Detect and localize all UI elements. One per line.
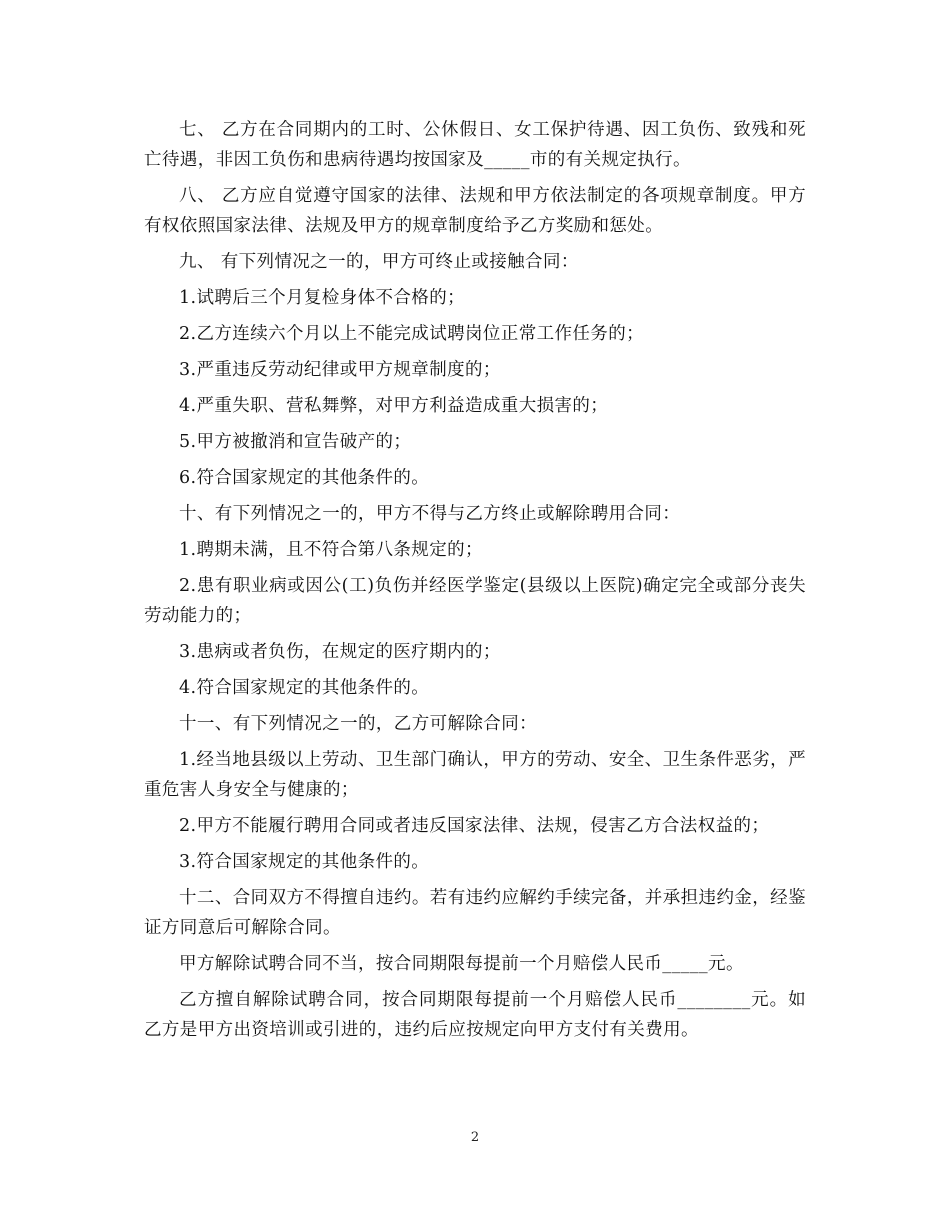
paragraph-11: 十一、有下列情况之一的，乙方可解除合同： <box>179 714 537 734</box>
list-item: 4.严重失职、营私舞弊，对甲方利益造成重大损害的； <box>179 396 609 416</box>
paragraph-compensation-b: 乙方擅自解除试聘合同，按合同期限每提前一个月赔偿人民币________元。如乙方是甲方出资培训或引进的，违约后应按规定向甲方支付有关费用。 <box>144 990 806 1040</box>
paragraph-10: 十、有下列情况之一的，甲方不得与乙方终止或解除聘用合同： <box>179 504 681 524</box>
list-item: 1.试聘后三个月复检身体不合格的； <box>179 288 465 308</box>
list-item: 4.符合国家规定的其他条件的。 <box>179 678 430 698</box>
page-number: 2 <box>470 1130 480 1145</box>
paragraph-12: 十二、合同双方不得擅自违约。若有违约应解约手续完备，并承担违约金，经鉴证方同意后可解除合同。 <box>144 888 806 938</box>
paragraph-compensation-a: 甲方解除试聘合同不当，按合同期限每提前一个月赔偿人民币_____元。 <box>179 954 744 974</box>
list-item: 2.患有职业病或因公(工)负伤并经医学鉴定(县级以上医院)确定完全或部分丧失劳动能力的； <box>144 576 806 626</box>
list-item: 3.符合国家规定的其他条件的。 <box>179 852 430 872</box>
paragraph-7: 七、 乙方在合同期内的工时、公休假日、女工保护待遇、因工负伤、致残和死亡待遇，非因工负伤和患病待遇均按国家及_____市的有关规定执行。 <box>144 120 806 170</box>
list-item: 3.患病或者负伤，在规定的医疗期内的； <box>179 642 501 662</box>
list-item: 1.聘期未满，且不符合第八条规定的； <box>179 540 483 560</box>
paragraph-8: 八、 乙方应自觉遵守国家的法律、法规和甲方依法制定的各项规章制度。甲方有权依照国家法律、法规及甲方的规章制度给予乙方奖励和惩处。 <box>144 186 806 236</box>
paragraph-9: 九、 有下列情况之一的，甲方可终止或接触合同： <box>179 252 579 272</box>
list-item: 2.乙方连续六个月以上不能完成试聘岗位正常工作任务的； <box>179 324 644 344</box>
document-body <box>144 115 806 1051</box>
list-item: 6.符合国家规定的其他条件的。 <box>179 468 430 488</box>
list-item: 3.严重违反劳动纪律或甲方规章制度的； <box>179 360 501 380</box>
list-item: 5.甲方被撤消和宣告破产的； <box>179 432 412 452</box>
list-item: 2.甲方不能履行聘用合同或者违反国家法律、法规，侵害乙方合法权益的； <box>179 816 770 836</box>
list-item: 1.经当地县级以上劳动、卫生部门确认，甲方的劳动、安全、卫生条件恶劣，严重危害人身安全与健康的； <box>144 750 806 800</box>
